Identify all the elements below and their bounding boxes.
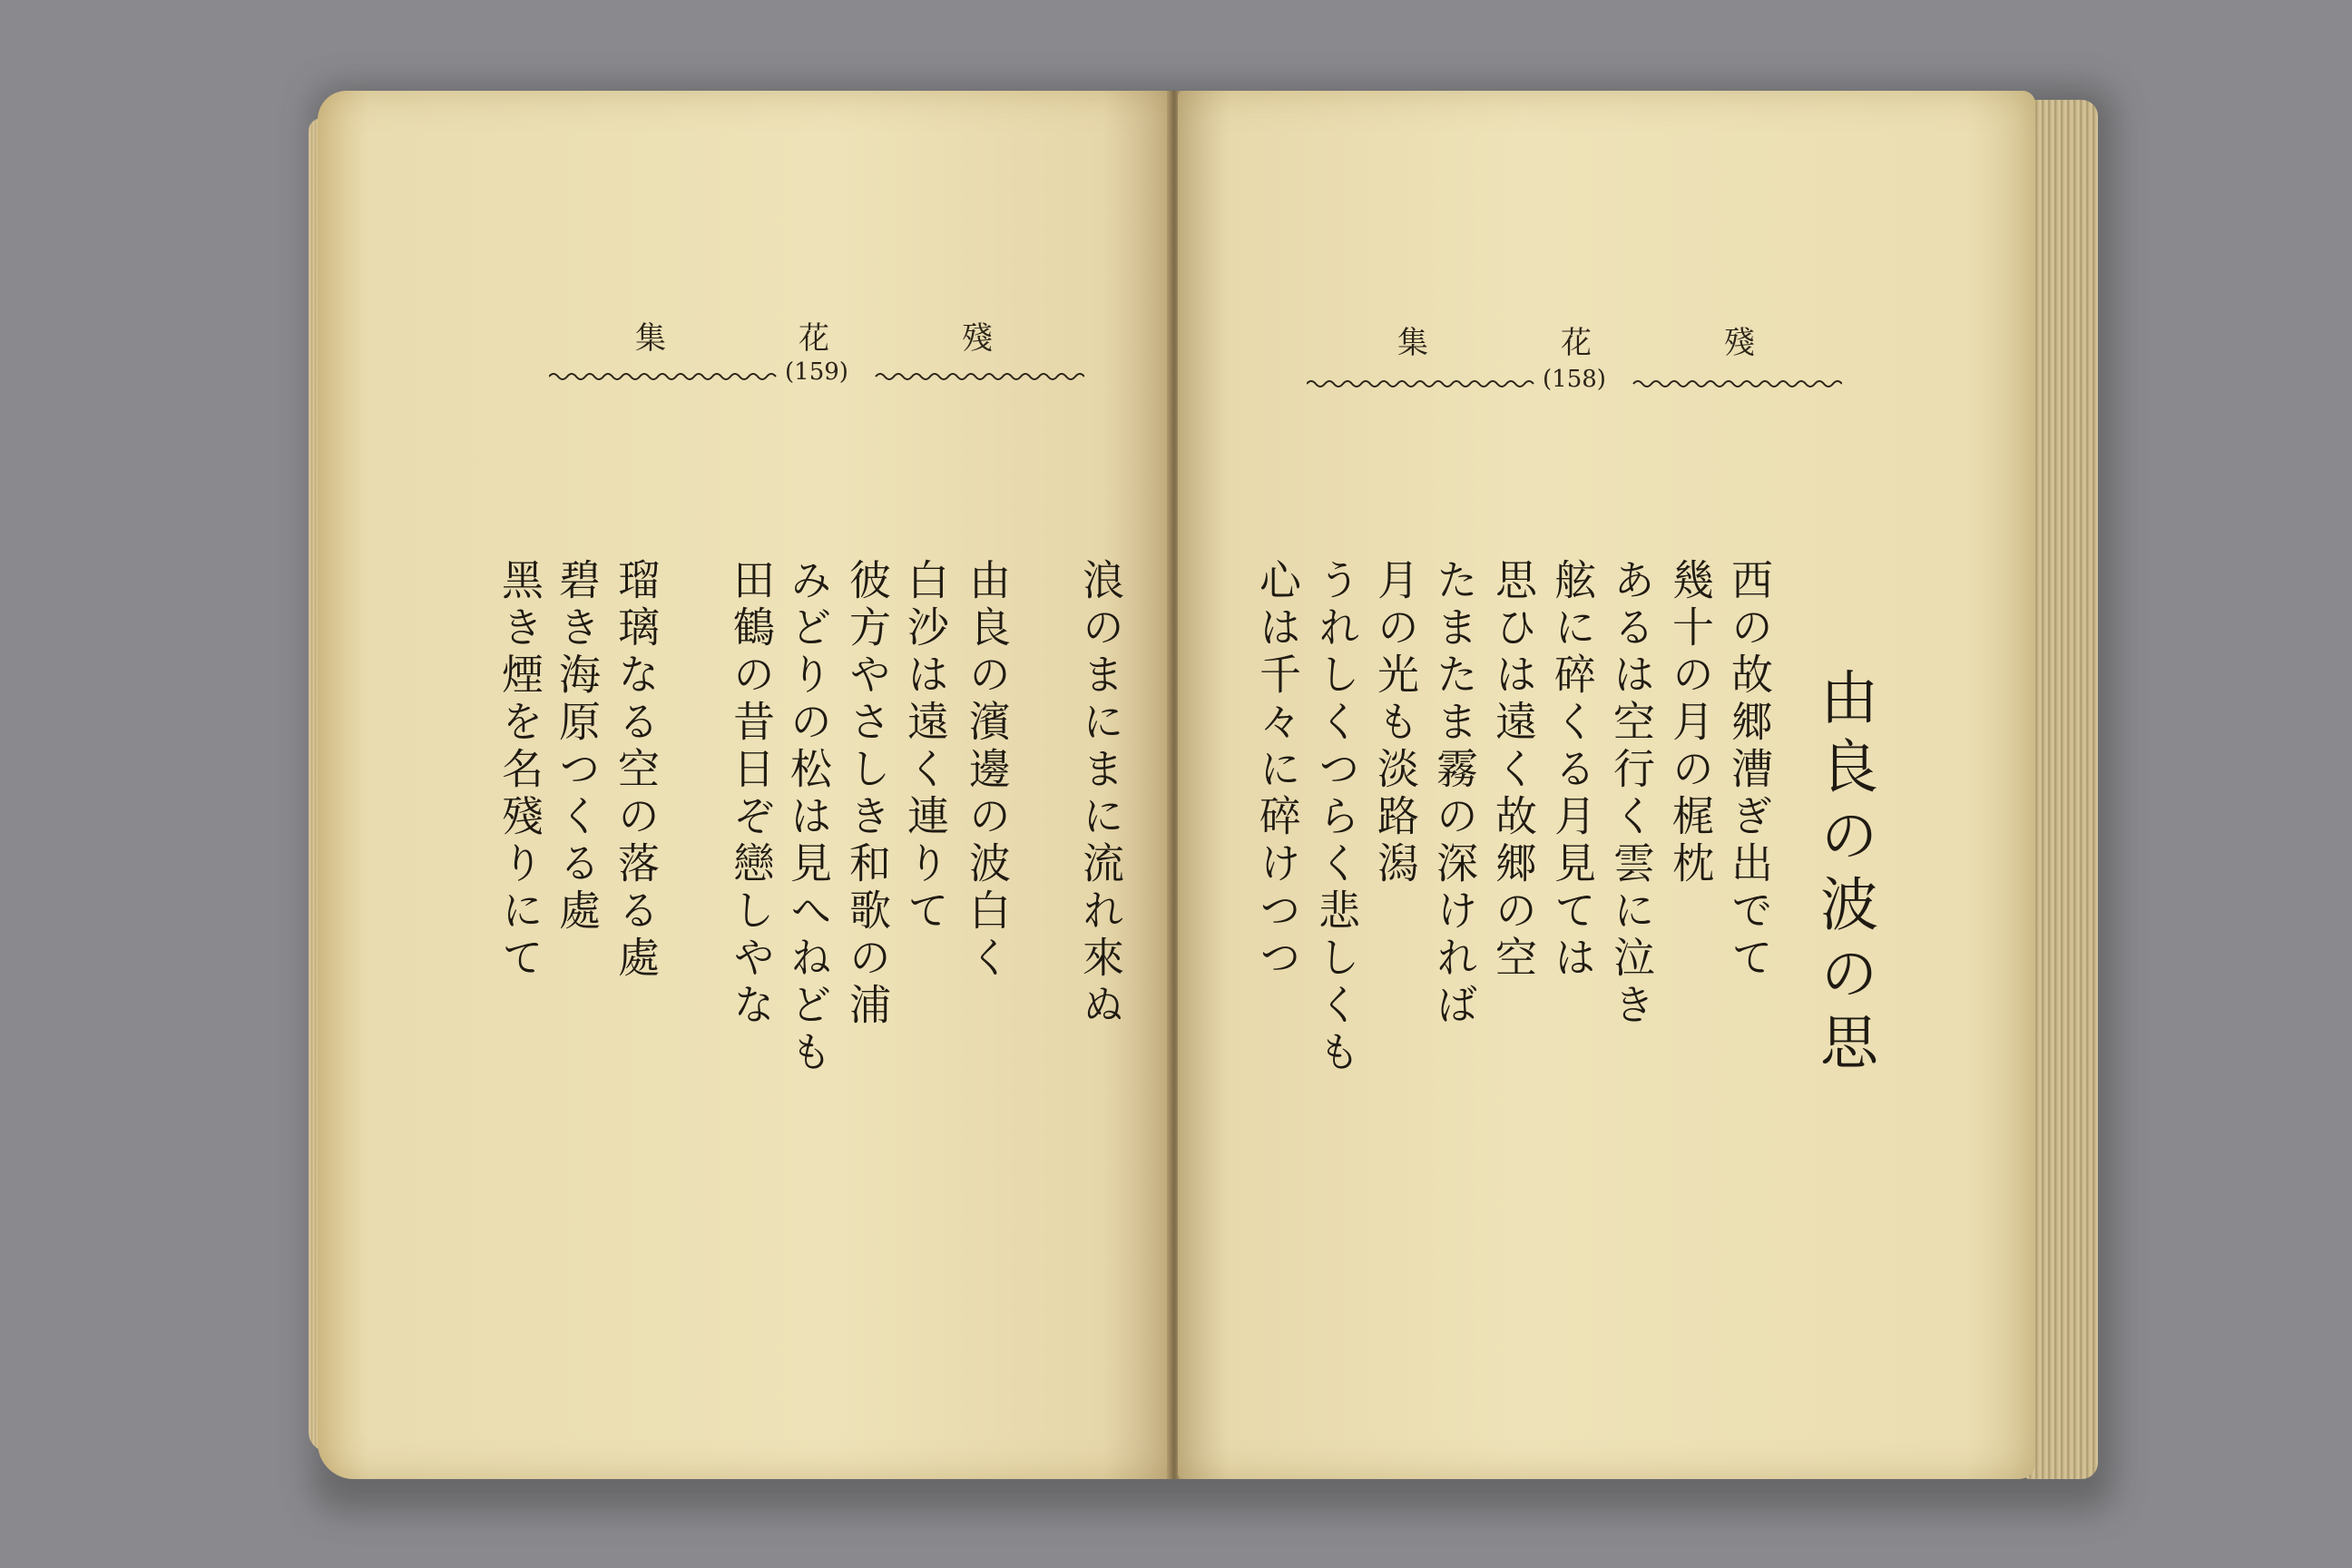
right-header-rule xyxy=(1307,366,1842,411)
verse-line: 浪のまにまに流れ來ぬ xyxy=(1076,558,1125,1030)
verse-line: 由良の濱邊の波白く xyxy=(963,558,1012,983)
running-title-char: 花 xyxy=(1561,325,1592,361)
verse-line: 心は千々に碎けつつ xyxy=(1253,558,1302,983)
running-title-char: 集 xyxy=(1397,325,1428,361)
poem-title: 由良の波の思 xyxy=(1810,667,1877,1081)
left-header-rule xyxy=(549,358,1084,404)
running-title-char: 集 xyxy=(635,320,666,357)
verse-line: 碧き海原つくる處 xyxy=(553,558,602,936)
verse-line: あるは空行く雲に泣き xyxy=(1607,558,1656,1030)
verse-line: 瑠璃なる空の落る處 xyxy=(612,558,661,983)
verse-line: 黑き煙を名殘りにて xyxy=(495,558,544,983)
verse-line: 舷に碎くる月見ては xyxy=(1548,558,1597,983)
verse-line: みどりの松は見へねども xyxy=(784,558,833,1077)
verse-line: 月の光も淡路潟 xyxy=(1371,558,1420,888)
verse-line: うれしくつらく悲しくも xyxy=(1312,558,1361,1077)
verse-line: 幾十の月の梶枕 xyxy=(1666,558,1715,888)
right-running-title xyxy=(1325,318,1833,363)
verse-line: 西の故郷漕ぎ出でて xyxy=(1725,558,1774,983)
verse-line: 彼方やさしき和歌の浦 xyxy=(843,558,892,1030)
left-page-number: (159) xyxy=(785,358,848,386)
verse-line: 思ひは遠く故郷の空 xyxy=(1489,558,1538,983)
left-running-title xyxy=(563,313,1071,358)
verse-line: たまたま霧の深ければ xyxy=(1430,558,1479,1030)
running-title-char: 花 xyxy=(799,320,829,357)
running-title-char: 殘 xyxy=(962,320,993,357)
right-page-number: (158) xyxy=(1543,366,1606,393)
right-page-edges xyxy=(2025,100,2098,1479)
running-title-char: 殘 xyxy=(1724,325,1755,361)
verse-line: 白沙は遠く連りて xyxy=(901,558,950,936)
verse-line: 田鶴の昔日ぞ戀しやな xyxy=(727,558,776,1030)
